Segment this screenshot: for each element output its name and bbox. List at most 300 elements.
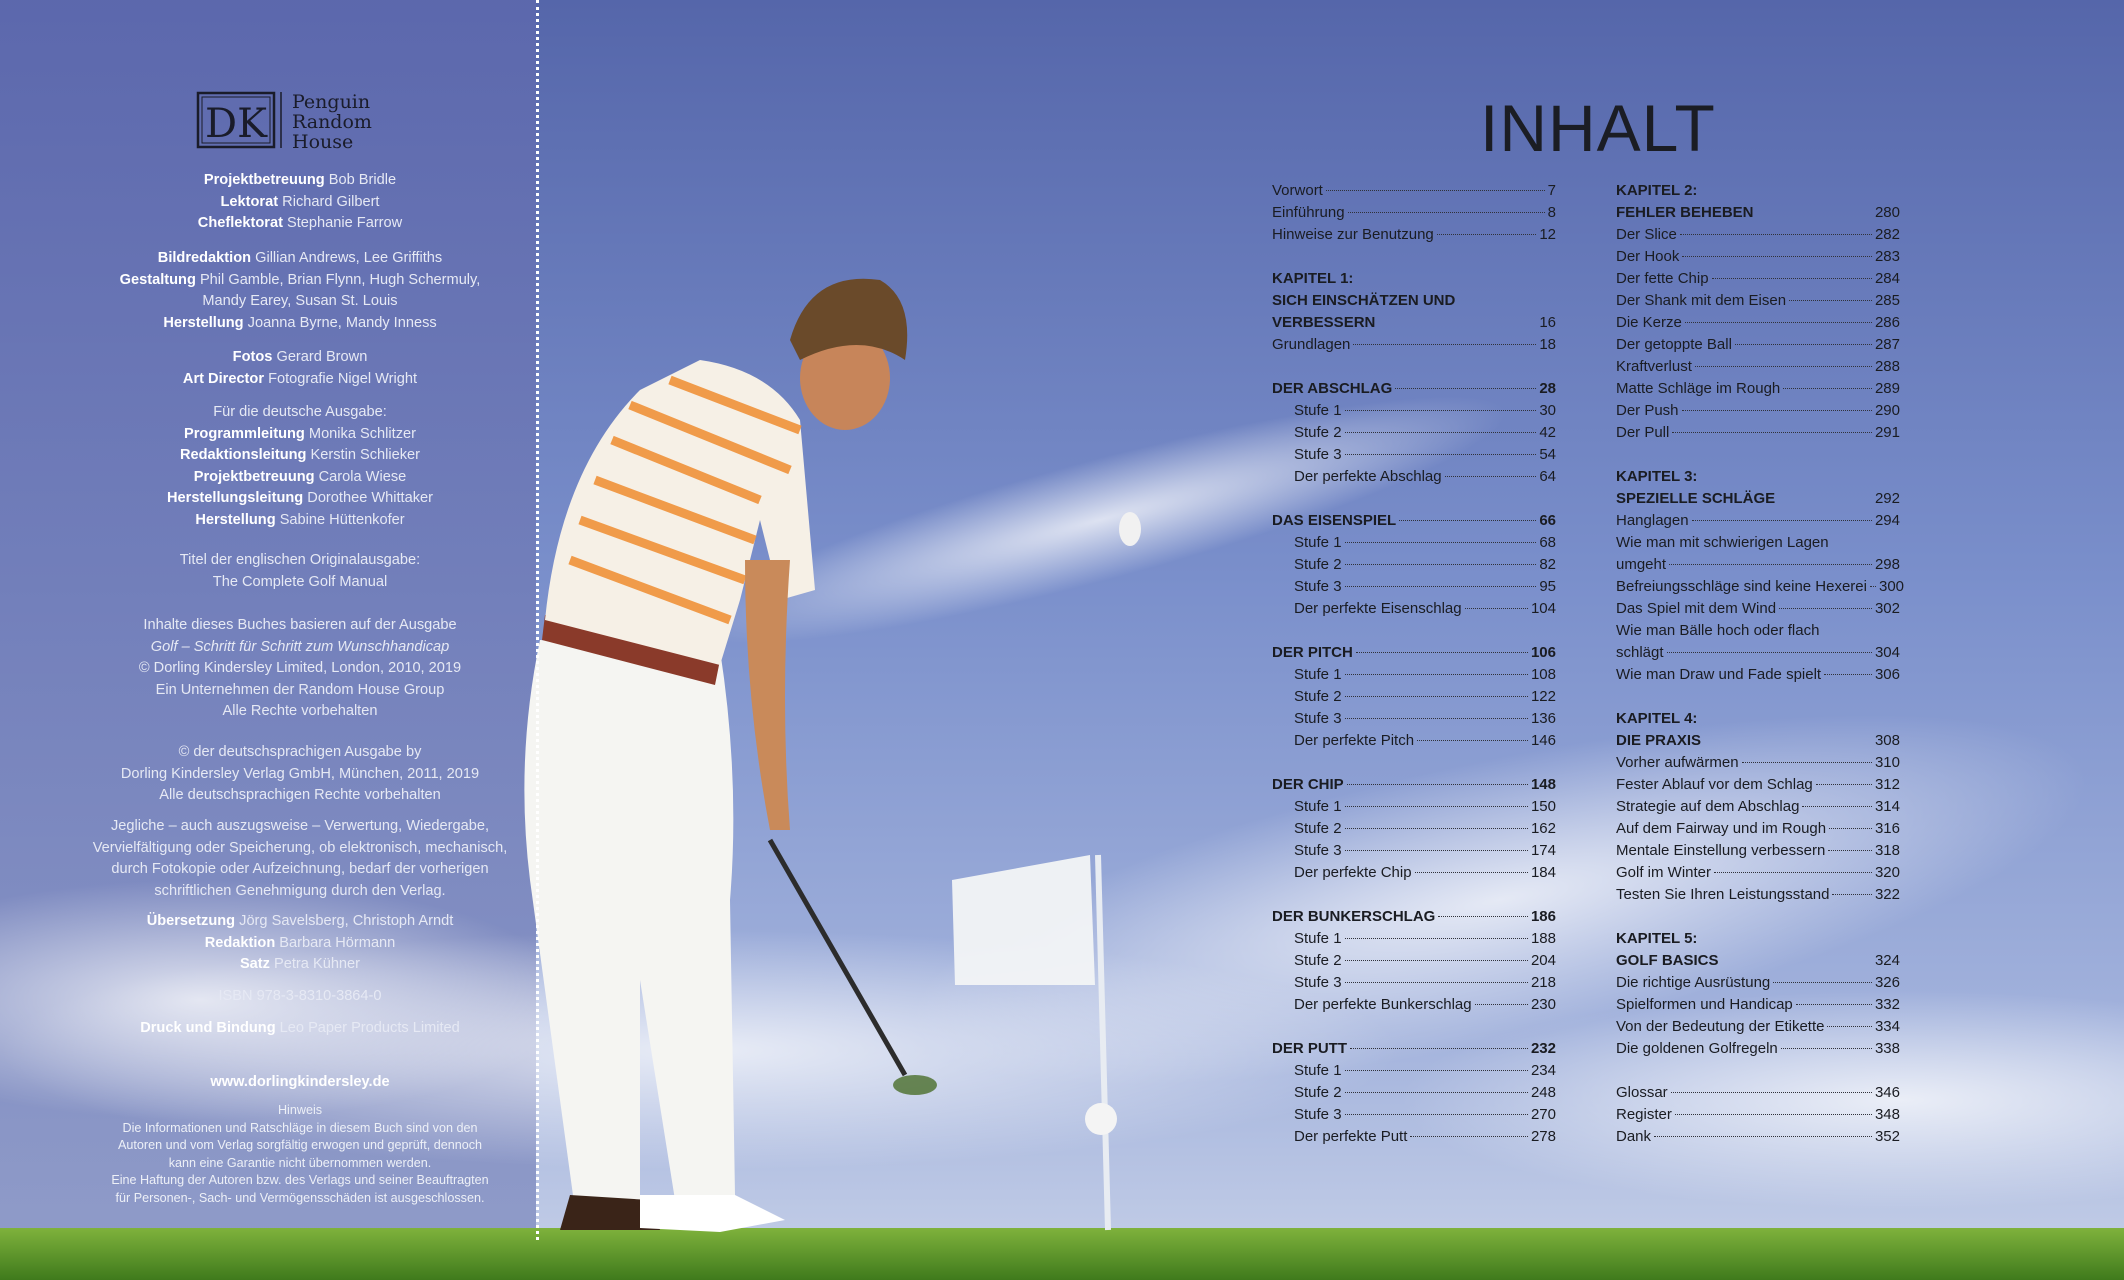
toc-page-number: 104 (1530, 600, 1556, 617)
toc-entry[interactable] (1616, 840, 1900, 862)
note-block (60, 1102, 540, 1207)
toc-entry[interactable] (1272, 598, 1556, 620)
toc-entry[interactable] (1272, 1082, 1556, 1104)
toc-leader-dots (1827, 1026, 1871, 1027)
toc-leader-dots (1417, 740, 1528, 741)
toc-entry-title: Wie man Draw und Fade spielt (1616, 666, 1822, 683)
toc-entry[interactable] (1616, 422, 1900, 444)
credit-name: Petra Kühner (274, 956, 361, 972)
toc-leader-dots (1781, 1048, 1872, 1049)
toc-chapter-title[interactable] (1616, 950, 1900, 972)
credit-role: Fotos (232, 349, 273, 365)
toc-entry[interactable] (1272, 796, 1556, 818)
toc-leader-dots (1667, 652, 1872, 653)
toc-entry-title: Der perfekte Pitch (1294, 732, 1415, 749)
toc-entry-title: Vorher aufwärmen (1616, 754, 1739, 771)
toc-entry-title: Der perfekte Eisenschlag (1294, 600, 1462, 617)
toc-leader-dots (1345, 1092, 1528, 1093)
toc-leader-dots (1685, 322, 1872, 323)
toc-page-number: 280 (1874, 204, 1900, 221)
toc-spacer (1616, 906, 1900, 928)
toc-leader-dots (1779, 608, 1872, 609)
toc-entry-title: DER PUTT (1272, 1040, 1347, 1057)
toc-entry-title: SPEZIELLE SCHLÄGE (1616, 490, 1776, 507)
toc-leader-dots (1465, 608, 1528, 609)
toc-entry-title: Spielformen und Handicap (1616, 996, 1793, 1013)
toc-page-number: 314 (1874, 798, 1900, 815)
toc-page-number: 306 (1874, 666, 1900, 683)
toc-entry-title: Der Slice (1616, 226, 1677, 243)
toc-page-number: 283 (1874, 248, 1900, 265)
toc-entry[interactable] (1272, 532, 1556, 554)
toc-page-number: 346 (1874, 1084, 1900, 1101)
note-title: Hinweis (277, 1103, 323, 1117)
toc-leader-dots (1714, 872, 1872, 873)
toc-entry-title: DIE PRAXIS (1616, 732, 1702, 749)
toc-entry[interactable] (1616, 818, 1900, 840)
toc-page-number: 188 (1530, 930, 1556, 947)
toc-page-number: 230 (1530, 996, 1556, 1013)
toc-entry[interactable] (1272, 224, 1556, 246)
toc-leader-dots (1345, 432, 1537, 433)
toc-spacer (1272, 488, 1556, 510)
toc-entry[interactable] (1272, 950, 1556, 972)
toc-page-number: 28 (1539, 380, 1556, 397)
toc-page-number: 308 (1874, 732, 1900, 749)
toc-entry-title: Vorwort (1272, 182, 1323, 199)
toc-entry-title: Der fette Chip (1616, 270, 1709, 287)
toc-entry-title: Stufe 1 (1294, 666, 1342, 683)
toc-entry[interactable] (1616, 510, 1900, 532)
logo-name-1: Penguin (292, 91, 371, 113)
toc-chapter-heading: KAPITEL 3: (1616, 468, 1698, 485)
toc-page-number: 8 (1547, 204, 1556, 221)
toc-page-number: 54 (1539, 446, 1556, 463)
toc-page-number: 270 (1530, 1106, 1556, 1123)
toc-leader-dots (1345, 410, 1537, 411)
toc-chapter-title[interactable] (1616, 202, 1900, 224)
toc-page-number: 302 (1874, 600, 1900, 617)
credit-name: Dorothee Whittaker (307, 490, 434, 506)
toc-page-number: 326 (1874, 974, 1900, 991)
toc-page-number: 218 (1530, 974, 1556, 991)
toc-spacer (1616, 1060, 1900, 1082)
toc-entry-title: Stufe 2 (1294, 424, 1342, 441)
toc-chapter-title[interactable] (1272, 312, 1556, 334)
toc-leader-dots (1356, 652, 1528, 653)
toc-chapter-title[interactable] (1616, 488, 1900, 510)
credit-role: Programmleitung (184, 425, 305, 442)
toc-column-1 (1272, 180, 1556, 1148)
toc-entry[interactable] (1272, 686, 1556, 708)
toc-entry[interactable] (1616, 554, 1900, 576)
toc-entry[interactable] (1616, 268, 1900, 290)
toc-leader-dots (1437, 234, 1537, 235)
toc-section-entry[interactable] (1272, 642, 1556, 664)
website-link[interactable]: www.dorlingkindersley.de (210, 1074, 390, 1090)
toc-leader-dots (1345, 542, 1537, 543)
toc-entry-title: DER CHIP (1272, 776, 1344, 793)
toc-leader-dots (1816, 784, 1872, 785)
note-line: kann eine Garantie nicht übernommen werden. (168, 1155, 432, 1170)
toc-leader-dots (1828, 850, 1872, 851)
toc-page-number: 150 (1530, 798, 1556, 815)
toc-leader-dots (1742, 762, 1872, 763)
toc-entry[interactable] (1272, 840, 1556, 862)
toc-leader-dots (1345, 454, 1537, 455)
toc-entry-title: Die richtige Ausrüstung (1616, 974, 1771, 991)
toc-entry-title: Stufe 1 (1294, 534, 1342, 551)
toc-spacer (1616, 686, 1900, 708)
toc-entry[interactable] (1272, 466, 1556, 488)
toc-entry[interactable] (1616, 400, 1900, 422)
copyright-de-line: © der deutschsprachigen Ausgabe by (178, 744, 422, 760)
original-title-label: Titel der englischen Originalausgabe: (179, 552, 421, 568)
copyright-de-line: Alle deutschsprachigen Rechte vorbehalten (159, 787, 441, 803)
toc-entry-title: Das Spiel mit dem Wind (1616, 600, 1777, 617)
credit-role: Projektbetreuung (193, 468, 315, 485)
credit-role: Herstellung (195, 511, 276, 528)
toc-entry[interactable] (1616, 224, 1900, 246)
toc-section-entry[interactable] (1272, 774, 1556, 796)
toc-leader-dots (1669, 564, 1872, 565)
credit-name: Carola Wiese (318, 468, 407, 485)
original-title-block (60, 550, 540, 593)
based-on-block (60, 615, 540, 723)
toc-entry[interactable] (1616, 1082, 1900, 1104)
credits-block-c (60, 347, 540, 390)
toc-spacer (1272, 620, 1556, 642)
toc-entry[interactable] (1272, 334, 1556, 356)
copyright-line: Alle Rechte vorbehalten (222, 703, 378, 719)
toc-entry[interactable] (1272, 422, 1556, 444)
toc-page-number: 16 (1539, 314, 1556, 331)
toc-leader-dots (1824, 674, 1872, 675)
credit-role: Herstellung (163, 314, 244, 331)
toc-page-number: 12 (1539, 226, 1556, 243)
toc-entry[interactable] (1616, 752, 1900, 774)
toc-entry[interactable] (1272, 862, 1556, 884)
toc-page-number: 285 (1874, 292, 1900, 309)
toc-leader-dots (1789, 300, 1872, 301)
toc-entry-title: Golf im Winter (1616, 864, 1712, 881)
toc-entry[interactable] (1616, 994, 1900, 1016)
credits-block-a (60, 170, 540, 235)
copyright-line: Ein Unternehmen der Random House Group (155, 681, 445, 698)
toc-entry[interactable] (1272, 400, 1556, 422)
toc-leader-dots (1326, 190, 1545, 191)
toc-page-number: 291 (1874, 424, 1900, 441)
credit-role: Art Director (182, 370, 265, 387)
toc-entry-title: GOLF BASICS (1616, 952, 1719, 969)
toc-entry-title: DER BUNKERSCHLAG (1272, 908, 1436, 925)
credit-role: Lektorat (220, 193, 279, 210)
toc-leader-dots (1348, 212, 1545, 213)
toc-leader-dots (1438, 916, 1528, 917)
toc-page-number: 316 (1874, 820, 1900, 837)
toc-entry[interactable] (1272, 576, 1556, 598)
note-line: Eine Haftung der Autoren bzw. des Verlags und seiner Beauftragten (111, 1173, 489, 1187)
toc-entry[interactable] (1616, 1104, 1900, 1126)
toc-entry-title: DER ABSCHLAG (1272, 380, 1393, 397)
isbn-block (60, 986, 540, 1008)
credit-name: Bob Bridle (328, 172, 397, 188)
toc-spacer (1272, 246, 1556, 268)
toc-section-entry[interactable] (1272, 378, 1556, 400)
credit-name: Leo Paper Products Limited (279, 1020, 460, 1036)
toc-leader-dots (1475, 1004, 1528, 1005)
toc-entry-title: Die goldenen Golfregeln (1616, 1040, 1778, 1057)
toc-entry[interactable] (1616, 796, 1900, 818)
toc-leader-dots (1345, 828, 1528, 829)
original-title: The Complete Golf Manual (212, 573, 388, 590)
toc-entry[interactable] (1272, 730, 1556, 752)
toc-entry[interactable] (1616, 884, 1900, 906)
toc-entry[interactable] (1272, 994, 1556, 1016)
isbn: ISBN 978-3-8310-3864-0 (218, 988, 382, 1004)
toc-entry[interactable] (1272, 708, 1556, 730)
website-block (60, 1072, 540, 1094)
toc-entry[interactable] (1616, 576, 1905, 598)
toc-section-entry[interactable] (1272, 906, 1556, 928)
toc-entry-title: Der getoppte Ball (1616, 336, 1732, 353)
toc-entry[interactable] (1616, 862, 1900, 884)
toc-page-number: 282 (1874, 226, 1900, 243)
toc-entry-title: Der Hook (1616, 248, 1680, 265)
toc-entry-title: Die Kerze (1616, 314, 1682, 331)
toc-page-number: 42 (1539, 424, 1556, 441)
toc-page-number: 304 (1874, 644, 1900, 661)
toc-entry-title: Der Push (1616, 402, 1679, 419)
toc-chapter-heading: KAPITEL 2: (1616, 182, 1698, 199)
toc-page-number: 287 (1874, 336, 1900, 353)
toc-page-number: 248 (1530, 1084, 1556, 1101)
toc-entry[interactable] (1616, 356, 1900, 378)
credit-role: Herstellungsleitung (166, 490, 304, 506)
toc-entry-title: Stufe 1 (1294, 798, 1342, 815)
toc-entry-title: Stufe 1 (1294, 1062, 1342, 1079)
toc-leader-dots (1712, 278, 1872, 279)
toc-entry[interactable] (1272, 180, 1556, 202)
toc-leader-dots (1773, 982, 1872, 983)
toc-leader-dots (1399, 520, 1536, 521)
toc-entry-title: Auf dem Fairway und im Rough (1616, 820, 1827, 837)
toc-leader-dots (1350, 1048, 1528, 1049)
toc-page-number: 324 (1874, 952, 1900, 969)
credit-name: Gillian Andrews, Lee Griffiths (255, 250, 443, 266)
rights-line: schriftlichen Genehmigung durch den Verlag. (154, 882, 446, 899)
copyright-line: © Dorling Kindersley Limited, London, 2010, 2019 (138, 660, 462, 676)
toc-entry-title: Grundlagen (1272, 336, 1351, 353)
toc-page-number: 30 (1539, 402, 1556, 419)
toc-leader-dots (1345, 718, 1528, 719)
toc-leader-dots (1345, 696, 1528, 697)
toc-spacer (1616, 444, 1900, 466)
toc-page-number: 289 (1874, 380, 1900, 397)
toc-entry[interactable] (1616, 774, 1900, 796)
toc-leader-dots (1345, 674, 1528, 675)
toc-entry[interactable] (1272, 1126, 1556, 1148)
toc-chapter-heading: KAPITEL 5: (1616, 930, 1698, 947)
logo-mark: DK (205, 101, 267, 147)
credit-name: Richard Gilbert (282, 193, 380, 210)
toc-page-number: 334 (1874, 1018, 1900, 1035)
toc-entry-title: Matte Schläge im Rough (1616, 380, 1781, 397)
toc-page-number: 174 (1530, 842, 1556, 859)
toc-leader-dots (1735, 344, 1872, 345)
toc-entry[interactable] (1616, 334, 1900, 356)
toc-entry[interactable] (1272, 1104, 1556, 1126)
toc-entry[interactable] (1616, 598, 1900, 620)
toc-entry[interactable] (1616, 378, 1900, 400)
toc-leader-dots (1829, 828, 1872, 829)
toc-chapter-heading: KAPITEL 1: (1272, 270, 1354, 287)
toc-page-number: 320 (1874, 864, 1900, 881)
credit-role: Redaktion (204, 934, 276, 951)
toc-page-number: 284 (1874, 270, 1900, 287)
toc-entry[interactable] (1272, 444, 1556, 466)
based-on-title: Golf – Schritt für Schritt zum Wunschhandicap (150, 638, 450, 655)
toc-entry[interactable] (1272, 202, 1556, 224)
toc-leader-dots (1682, 256, 1872, 257)
toc-entry-title: Stufe 3 (1294, 1106, 1342, 1123)
toc-section-entry[interactable] (1272, 510, 1556, 532)
toc-entry[interactable] (1616, 1126, 1900, 1148)
toc-page-number: 95 (1539, 578, 1556, 595)
toc-page-number: 312 (1874, 776, 1900, 793)
toc-page-number: 186 (1530, 908, 1556, 925)
toc-entry[interactable] (1616, 290, 1900, 312)
toc-entry-title: Kraftverlust (1616, 358, 1692, 375)
toc-leader-dots (1345, 564, 1537, 565)
toc-page-number: 286 (1874, 314, 1900, 331)
toc-leader-dots (1802, 806, 1872, 807)
toc-entry[interactable] (1616, 246, 1900, 268)
credit-name: Kerstin Schlieker (310, 447, 421, 463)
toc-section-entry[interactable] (1272, 1038, 1556, 1060)
toc-entry-title: Strategie auf dem Abschlag (1616, 798, 1800, 815)
toc-entry-title: Der Shank mit dem Eisen (1616, 292, 1787, 309)
toc-entry-title: Stufe 1 (1294, 402, 1342, 419)
toc-title: INHALT (1480, 91, 1716, 165)
toc-leader-dots (1682, 410, 1872, 411)
toc-entry-title: Testen Sie Ihren Leistungsstand (1616, 886, 1830, 903)
toc-entry-title: DAS EISENSPIEL (1272, 512, 1397, 529)
toc-page-number: 298 (1874, 556, 1900, 573)
credit-name: Fotografie Nigel Wright (268, 370, 418, 387)
toc-leader-dots (1796, 1004, 1872, 1005)
toc-entry[interactable] (1616, 1016, 1900, 1038)
toc-page-number: 66 (1539, 512, 1556, 529)
toc-page-number: 352 (1874, 1128, 1900, 1145)
toc-leader-dots (1345, 938, 1528, 939)
logo-name-3: House (292, 131, 354, 150)
toc-entry[interactable] (1616, 642, 1900, 664)
toc-entry-title: Von der Bedeutung der Etikette (1616, 1018, 1825, 1035)
toc-page-number: 318 (1874, 842, 1900, 859)
toc-column-2 (1616, 180, 1905, 1148)
toc-entry[interactable] (1272, 1060, 1556, 1082)
note-line: Autoren und vom Verlag sorgfältig erwogen und geprüft, dennoch (117, 1138, 483, 1152)
toc-entry-text: Wie man Bälle hoch oder flach (1616, 622, 1820, 639)
toc-page-number: 148 (1530, 776, 1556, 793)
toc-leader-dots (1671, 1092, 1872, 1093)
toc-leader-dots (1410, 1136, 1528, 1137)
toc-leader-dots (1345, 1070, 1528, 1071)
toc-entry[interactable] (1272, 972, 1556, 994)
toc-page-number: 278 (1530, 1128, 1556, 1145)
credit-role: Cheflektorat (197, 215, 283, 231)
based-on-line: Inhalte dieses Buches basieren auf der Ausgabe (143, 617, 457, 633)
copyright-de-block (60, 742, 540, 807)
toc-page-number: 322 (1874, 886, 1900, 903)
toc-leader-dots (1675, 1114, 1872, 1115)
credit-role: Übersetzung (146, 913, 236, 929)
toc-entry-title: Stufe 2 (1294, 1084, 1342, 1101)
toc-entry[interactable] (1616, 664, 1900, 686)
toc-page-number: 288 (1874, 358, 1900, 375)
toc-leader-dots (1870, 586, 1876, 587)
credit-role: Redaktionsleitung (179, 447, 307, 463)
toc-page-number: 300 (1878, 578, 1905, 595)
toc-entry-title: Befreiungsschläge sind keine Hexerei (1616, 578, 1867, 595)
toc-entry[interactable] (1272, 664, 1556, 686)
credit-name: Mandy Earey, Susan St. Louis (202, 293, 398, 309)
toc-entry-title: Hinweise zur Benutzung (1272, 226, 1434, 243)
toc-leader-dots (1445, 476, 1537, 477)
toc-entry[interactable] (1272, 818, 1556, 840)
toc-leader-dots (1345, 850, 1528, 851)
toc-page-number: 204 (1530, 952, 1556, 969)
toc-page-number: 332 (1874, 996, 1900, 1013)
toc-entry[interactable] (1272, 554, 1556, 576)
rights-block (60, 816, 540, 902)
toc-entry-title: umgeht (1616, 556, 1667, 573)
credit-name: Jörg Savelsberg, Christoph Arndt (239, 913, 454, 929)
toc-entry-title: Stufe 3 (1294, 710, 1342, 727)
toc-entry-title: Hanglagen (1616, 512, 1689, 529)
credit-role: Projektbetreuung (203, 172, 325, 188)
credit-name: Barbara Hörmann (279, 934, 396, 951)
toc-page-number: 162 (1530, 820, 1556, 837)
toc-entry[interactable] (1616, 972, 1900, 994)
toc-page-number: 64 (1539, 468, 1556, 485)
toc-entry[interactable] (1616, 1038, 1900, 1060)
credit-name: Gerard Brown (276, 349, 368, 365)
toc-page-number: 146 (1530, 732, 1556, 749)
toc-entry-title: Stufe 1 (1294, 930, 1342, 947)
toc-leader-dots (1680, 234, 1872, 235)
toc-entry-title: Der perfekte Putt (1294, 1128, 1408, 1145)
toc-entry[interactable] (1272, 928, 1556, 950)
german-edition-heading: Für die deutsche Ausgabe: (213, 404, 387, 420)
note-line: für Personen-, Sach- und Vermögensschäden ist ausgeschlossen. (115, 1190, 485, 1205)
toc-leader-dots (1692, 520, 1872, 521)
toc-page-number: 122 (1530, 688, 1556, 705)
toc-chapter-title[interactable] (1616, 730, 1900, 752)
toc-leader-dots (1345, 982, 1528, 983)
toc-leader-dots (1347, 784, 1528, 785)
toc-entry-title: Stufe 2 (1294, 820, 1342, 837)
toc-entry[interactable] (1616, 312, 1900, 334)
toc-leader-dots (1395, 388, 1536, 389)
toc-entry-title: DER PITCH (1272, 644, 1353, 661)
toc-entry-title: Dank (1616, 1128, 1652, 1145)
toc-entry-title: Glossar (1616, 1084, 1668, 1101)
toc-leader-dots (1415, 872, 1528, 873)
toc-page-number: 184 (1530, 864, 1556, 881)
credit-role: Bildredaktion (157, 250, 252, 266)
